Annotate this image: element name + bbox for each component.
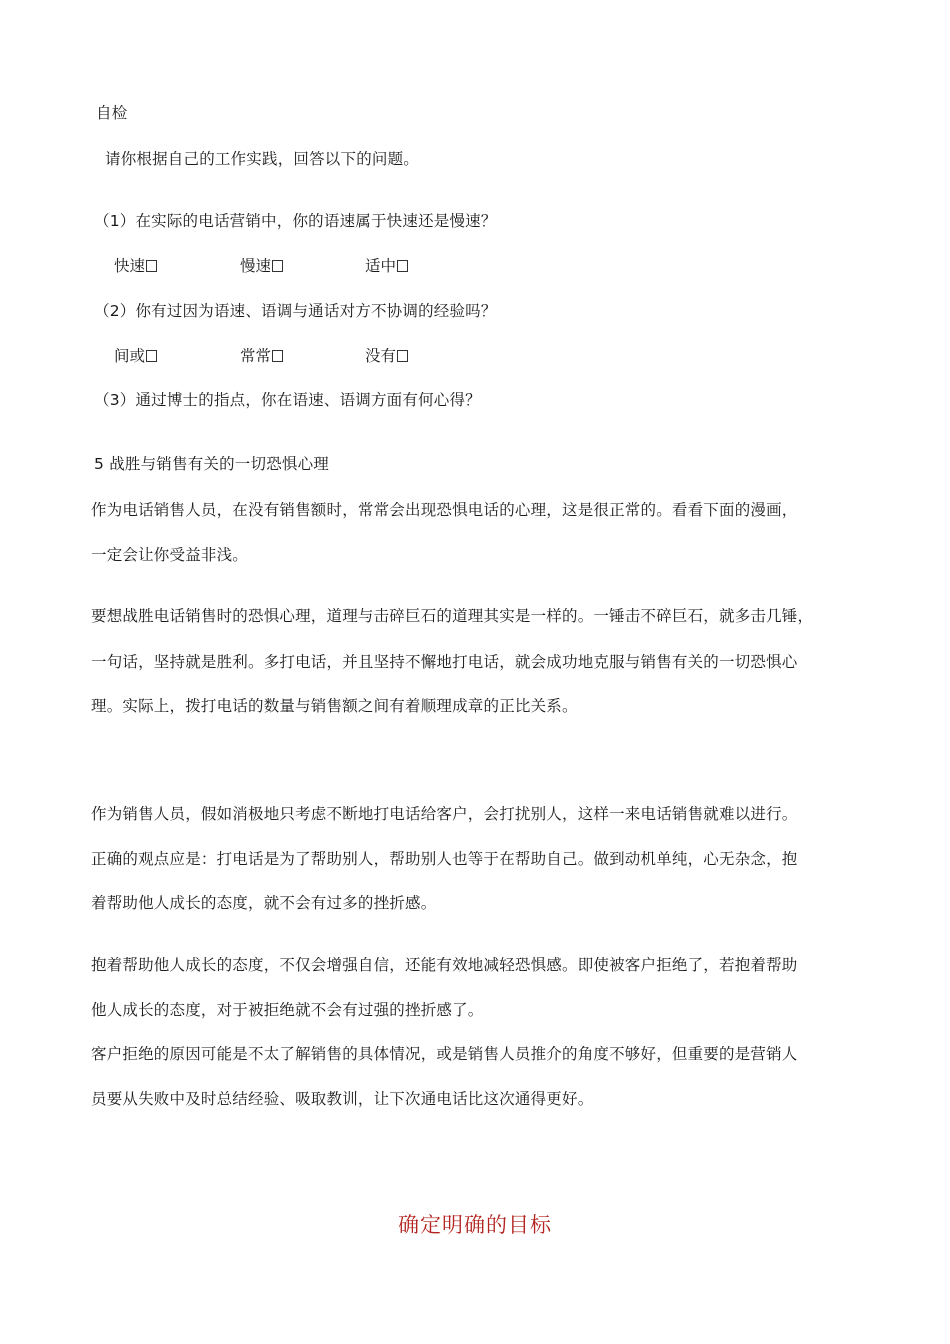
paragraph-2-line-1: 要想战胜电话销售时的恐惧心理，道理与击碎巨石的道理其实是一样的。一锤击不碎巨石，就多击几锤， <box>91 607 814 625</box>
self-check-intro: 请你根据自己的工作实践，回答以下的问题。 <box>105 150 420 168</box>
option-label: 适中 <box>365 257 397 275</box>
option-moderate[interactable] <box>365 256 408 276</box>
next-section-heading: 确定明确的目标 <box>398 1213 552 1237</box>
paragraph-3-line-2: 正确的观点应是：打电话是为了帮助别人，帮助别人也等于在帮助自己。做到动机单纯，心无杂念，抱 <box>91 850 798 868</box>
paragraph-3-line-1: 作为销售人员，假如消极地只考虑不断地打电话给客户，会打扰别人，这样一来电话销售就难以进行。 <box>91 805 798 823</box>
option-label: 间或 <box>114 347 146 365</box>
checkbox-slow[interactable] <box>272 260 283 272</box>
checkbox-occasionally[interactable] <box>146 350 157 362</box>
option-often[interactable] <box>240 346 283 366</box>
paragraph-5-line-2: 员要从失败中及时总结经验、吸取教训，让下次通电话比这次通得更好。 <box>91 1090 594 1108</box>
option-label: 慢速 <box>240 257 272 275</box>
option-occasionally[interactable] <box>114 346 157 366</box>
question-2: （2）你有过因为语速、语调与通话对方不协调的经验吗？ <box>94 302 497 320</box>
question-1: （1）在实际的电话营销中，你的语速属于快速还是慢速？ <box>94 212 497 230</box>
option-label: 常常 <box>240 347 272 365</box>
checkbox-often[interactable] <box>272 350 283 362</box>
paragraph-1-line-1: 作为电话销售人员，在没有销售额时，常常会出现恐惧电话的心理，这是很正常的。看看下面的漫画， <box>91 501 798 519</box>
question-3: （3）通过博士的指点，你在语速、语调方面有何心得？ <box>94 391 481 409</box>
paragraph-3-line-3: 着帮助他人成长的态度，就不会有过多的挫折感。 <box>91 894 437 912</box>
option-label: 快速 <box>114 257 146 275</box>
paragraph-2-line-2: 一句话，坚持就是胜利。多打电话，并且坚持不懈地打电话，就会成功地克服与销售有关的一切恐惧心 <box>91 653 798 671</box>
paragraph-1-line-2: 一定会让你受益非浅。 <box>91 546 249 564</box>
paragraph-5-line-1: 客户拒绝的原因可能是不太了解销售的具体情况，或是销售人员推介的角度不够好，但重要的是营销人 <box>91 1045 798 1063</box>
option-fast[interactable] <box>114 256 157 276</box>
option-never[interactable] <box>365 346 408 366</box>
section-5-heading: 5 战胜与销售有关的一切恐惧心理 <box>94 455 329 473</box>
checkbox-never[interactable] <box>397 350 408 362</box>
paragraph-4-line-1: 抱着帮助他人成长的态度，不仅会增强自信，还能有效地减轻恐惧感。即使被客户拒绝了，若抱着帮助 <box>91 956 798 974</box>
paragraph-2-line-3: 理。实际上，拨打电话的数量与销售额之间有着顺理成章的正比关系。 <box>91 697 578 715</box>
checkbox-fast[interactable] <box>146 260 157 272</box>
self-check-title: 自检 <box>96 104 128 122</box>
checkbox-moderate[interactable] <box>397 260 408 272</box>
paragraph-4-line-2: 他人成长的态度，对于被拒绝就不会有过强的挫折感了。 <box>91 1001 484 1019</box>
option-label: 没有 <box>365 347 397 365</box>
option-slow[interactable] <box>240 256 283 276</box>
